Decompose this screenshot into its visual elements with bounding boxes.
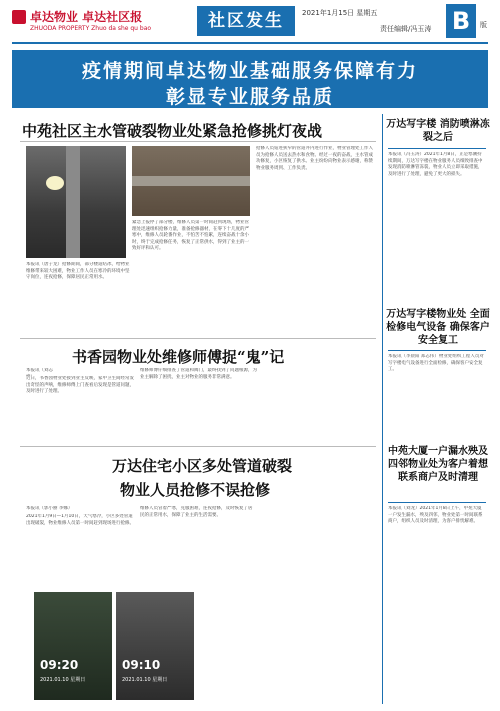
masthead: [0, 0, 500, 48]
pipe-shape: [132, 176, 250, 186]
article1-caption: 本报讯（唐子龙）抢修期间，部分楼道结冰，给物业维修带来较大困难，物业工作人员在寒冷的环境中坚守岗位，连夜抢修，保障居民正常用水。: [26, 262, 130, 280]
article3-photo-1: [34, 592, 112, 700]
lamp-light: [46, 176, 64, 190]
logo-text: 卓达物业 卓达社区报: [30, 10, 143, 24]
masthead-divider: [12, 42, 488, 44]
banner-subheadline: 彰显专业服务品质: [165, 86, 334, 108]
photo-timestamp: 09:10: [122, 658, 161, 672]
newspaper-logo: [12, 8, 152, 38]
article3-body-col2: 维修人员冒着严寒，克服困难，连夜抢修，及时恢复了居民的正常用水，保障了业主的生活需要。: [140, 506, 253, 518]
article1-divider: [20, 141, 376, 142]
pipe-shape: [66, 146, 80, 258]
logo-subtitle: ZHUODA PROPERTY Zhuo da she qu bao: [30, 25, 152, 32]
edition-label: 版: [480, 21, 487, 29]
article1-title: 中苑社区主水管破裂物业处紧急抢修挑灯夜战: [22, 122, 323, 140]
photo-date: 2021.01.10 星期日: [40, 677, 86, 683]
sidebar-item2-rule: [388, 350, 486, 351]
article2-body-col1: 近日，书香园物业处接到业主反映，家中卫生间经常发出奇怪的声响，维修师傅上门查看后发现是管道问题，及时进行了处理。: [26, 376, 134, 394]
sidebar-divider: [382, 114, 383, 704]
banner-headline: 疫情期间卓达物业基础服务保障有力: [81, 60, 418, 82]
lead-banner: [12, 50, 488, 108]
article3-body-col1: 2021年1月9日—1月10日，天气寒冷，小区多处管道出现破裂，物业维修人员第一时间赶到现场进行抢修。: [26, 514, 134, 526]
section-title: 社区发生: [197, 6, 295, 36]
article3-title-line1: 万达住宅小区多处管道破裂: [112, 457, 293, 475]
article3-title-line2: 物业人员抢修不误抢修: [120, 481, 271, 499]
issue-date: 2021年1月15日 星期五: [302, 9, 378, 17]
edition-letter: B: [446, 4, 476, 38]
sidebar-item1-body: 本报讯（冯玉涛）2021年1月8日，正是寒潮持续期间，万达写字楼在物业服务人员细致排查中发现消防喷淋管冻裂，物业人员立即采取措施，及时进行了处理，避免了更大的损失。: [388, 152, 483, 177]
logo-icon: [12, 10, 26, 24]
article2-top-divider: [20, 338, 376, 339]
article1-body-col2: 紧急上报停了部分楼，维修人员第一时间赶到现场，物业管理处迅速组织抢修力量，准备抢修器材，在零下十几度的严寒中，维修人员轮番作业，不怕苦不怕累，连续奋战十余小时，终于完成抢修任务，恢复了正常供水，得到了业主的一致好评和认可。: [132, 220, 249, 251]
article1-body-col3: 抢修人员钻进狭窄的管道井内进行作业，物业管理处工作人员为抢修人员送去热水和食物。经过一夜的奋战，主水管成功修复，小区恢复了供水。业主纷纷向物业表示感谢，称赞物业服务周到、工作负责。: [256, 146, 373, 171]
article2-body-col2: 维修师傅仔细排查了管道和阀门，最终找到了问题根源，为业主解除了困扰，业主对物业的服务非常满意。: [140, 368, 257, 380]
article3-byline: 本报讯（郭小丽 李娜）: [26, 506, 73, 511]
article3-photo-2: [116, 592, 194, 700]
sidebar-item3-rule: [388, 502, 486, 503]
article2-title: 书香园物业处维修师傅捉“鬼”记: [72, 348, 285, 366]
sidebar-item2-title: 万达写字楼物业处 全面检修电气设备 确保客户安全复工: [386, 309, 490, 346]
sidebar-item3-body: 本报讯（刘龙）2021年1月8日上午，中苑大厦一户发生漏水，殃及四邻，物业处第一时间联系商户，组织人员及时清理，为客户排忧解难。: [388, 506, 483, 524]
article2-byline: 本报讯（刘志: [26, 368, 53, 373]
article2-bottom-divider: [20, 446, 376, 447]
sidebar-item1-title: 万达写字楼 消防喷淋冻裂之后: [386, 119, 490, 143]
sidebar-item3-title: 中苑大厦一户漏水殃及四邻物业处为客户着想联系商户及时清理: [388, 446, 488, 483]
photo-date: 2021.01.10 星期日: [122, 677, 168, 683]
sidebar-item2-body: 本报讯（李晨阳 郑志伟）物业处组织工程人员对写字楼电气设备进行全面检修，确保客户安全复工。: [388, 354, 484, 372]
editor-credit: 责任编辑/冯玉涛: [380, 25, 432, 33]
article1-photo-repair: [132, 146, 250, 216]
sidebar-item1-rule: [388, 148, 486, 149]
photo-timestamp: 09:20: [40, 658, 79, 672]
article1-photo-pipe: [26, 146, 126, 258]
